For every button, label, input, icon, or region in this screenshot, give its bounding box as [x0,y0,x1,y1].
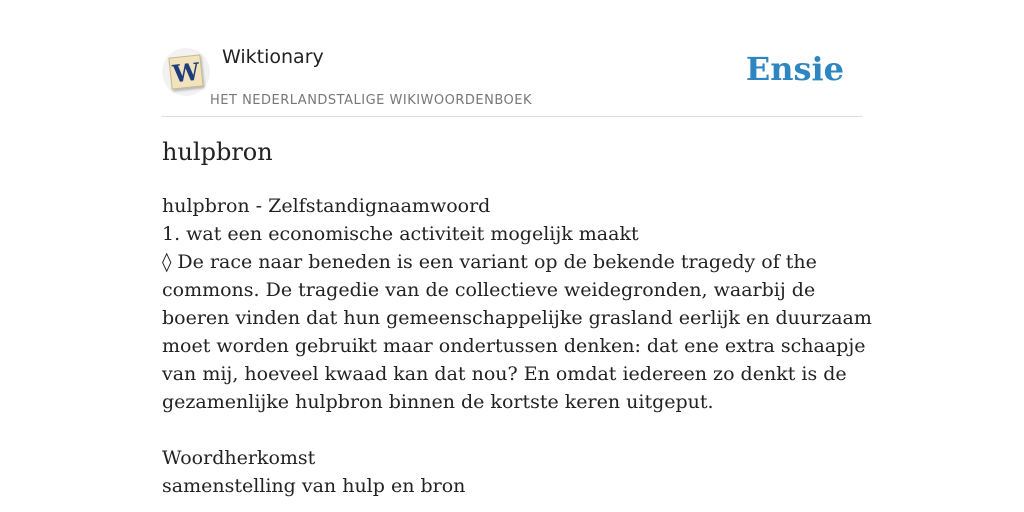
example-text: ◊ De race naar beneden is een variant op de bekende tragedy of the commons. De tragedie van de collectieve weidegronden, waarbij de boeren vinden dat hun gemeenschappelijke grasland eerlijk en duurzaam moet worden gebruikt maar ondertussen denken: dat ene extra schaapje van mij, hoeveel kwaad kan dat nou? En omdat iedereen zo denkt is de gezamenlijke hulpbron binnen de kortste keren uitgeput. [162,251,872,413]
entry-content [162,192,872,500]
definition: 1. wat een economische activiteit mogelijk maakt [162,223,639,245]
spacer [162,416,872,444]
etymology-text: samenstelling van hulp en bron [162,475,466,497]
site-name[interactable]: Wiktionary [222,46,324,68]
wiktionary-logo[interactable] [162,48,210,96]
etymology-heading: Woordherkomst [162,447,316,469]
part-of-speech-line: hulpbron - Zelfstandignaamwoord [162,195,491,217]
wiktionary-logo-icon: W [168,54,203,89]
site-tagline: HET NEDERLANDSTALIGE WIKIWOORDENBOEK [210,93,533,108]
page-title: hulpbron [162,138,273,166]
ensie-brand-logo[interactable]: Ensie [745,50,844,88]
site-header [162,40,862,117]
